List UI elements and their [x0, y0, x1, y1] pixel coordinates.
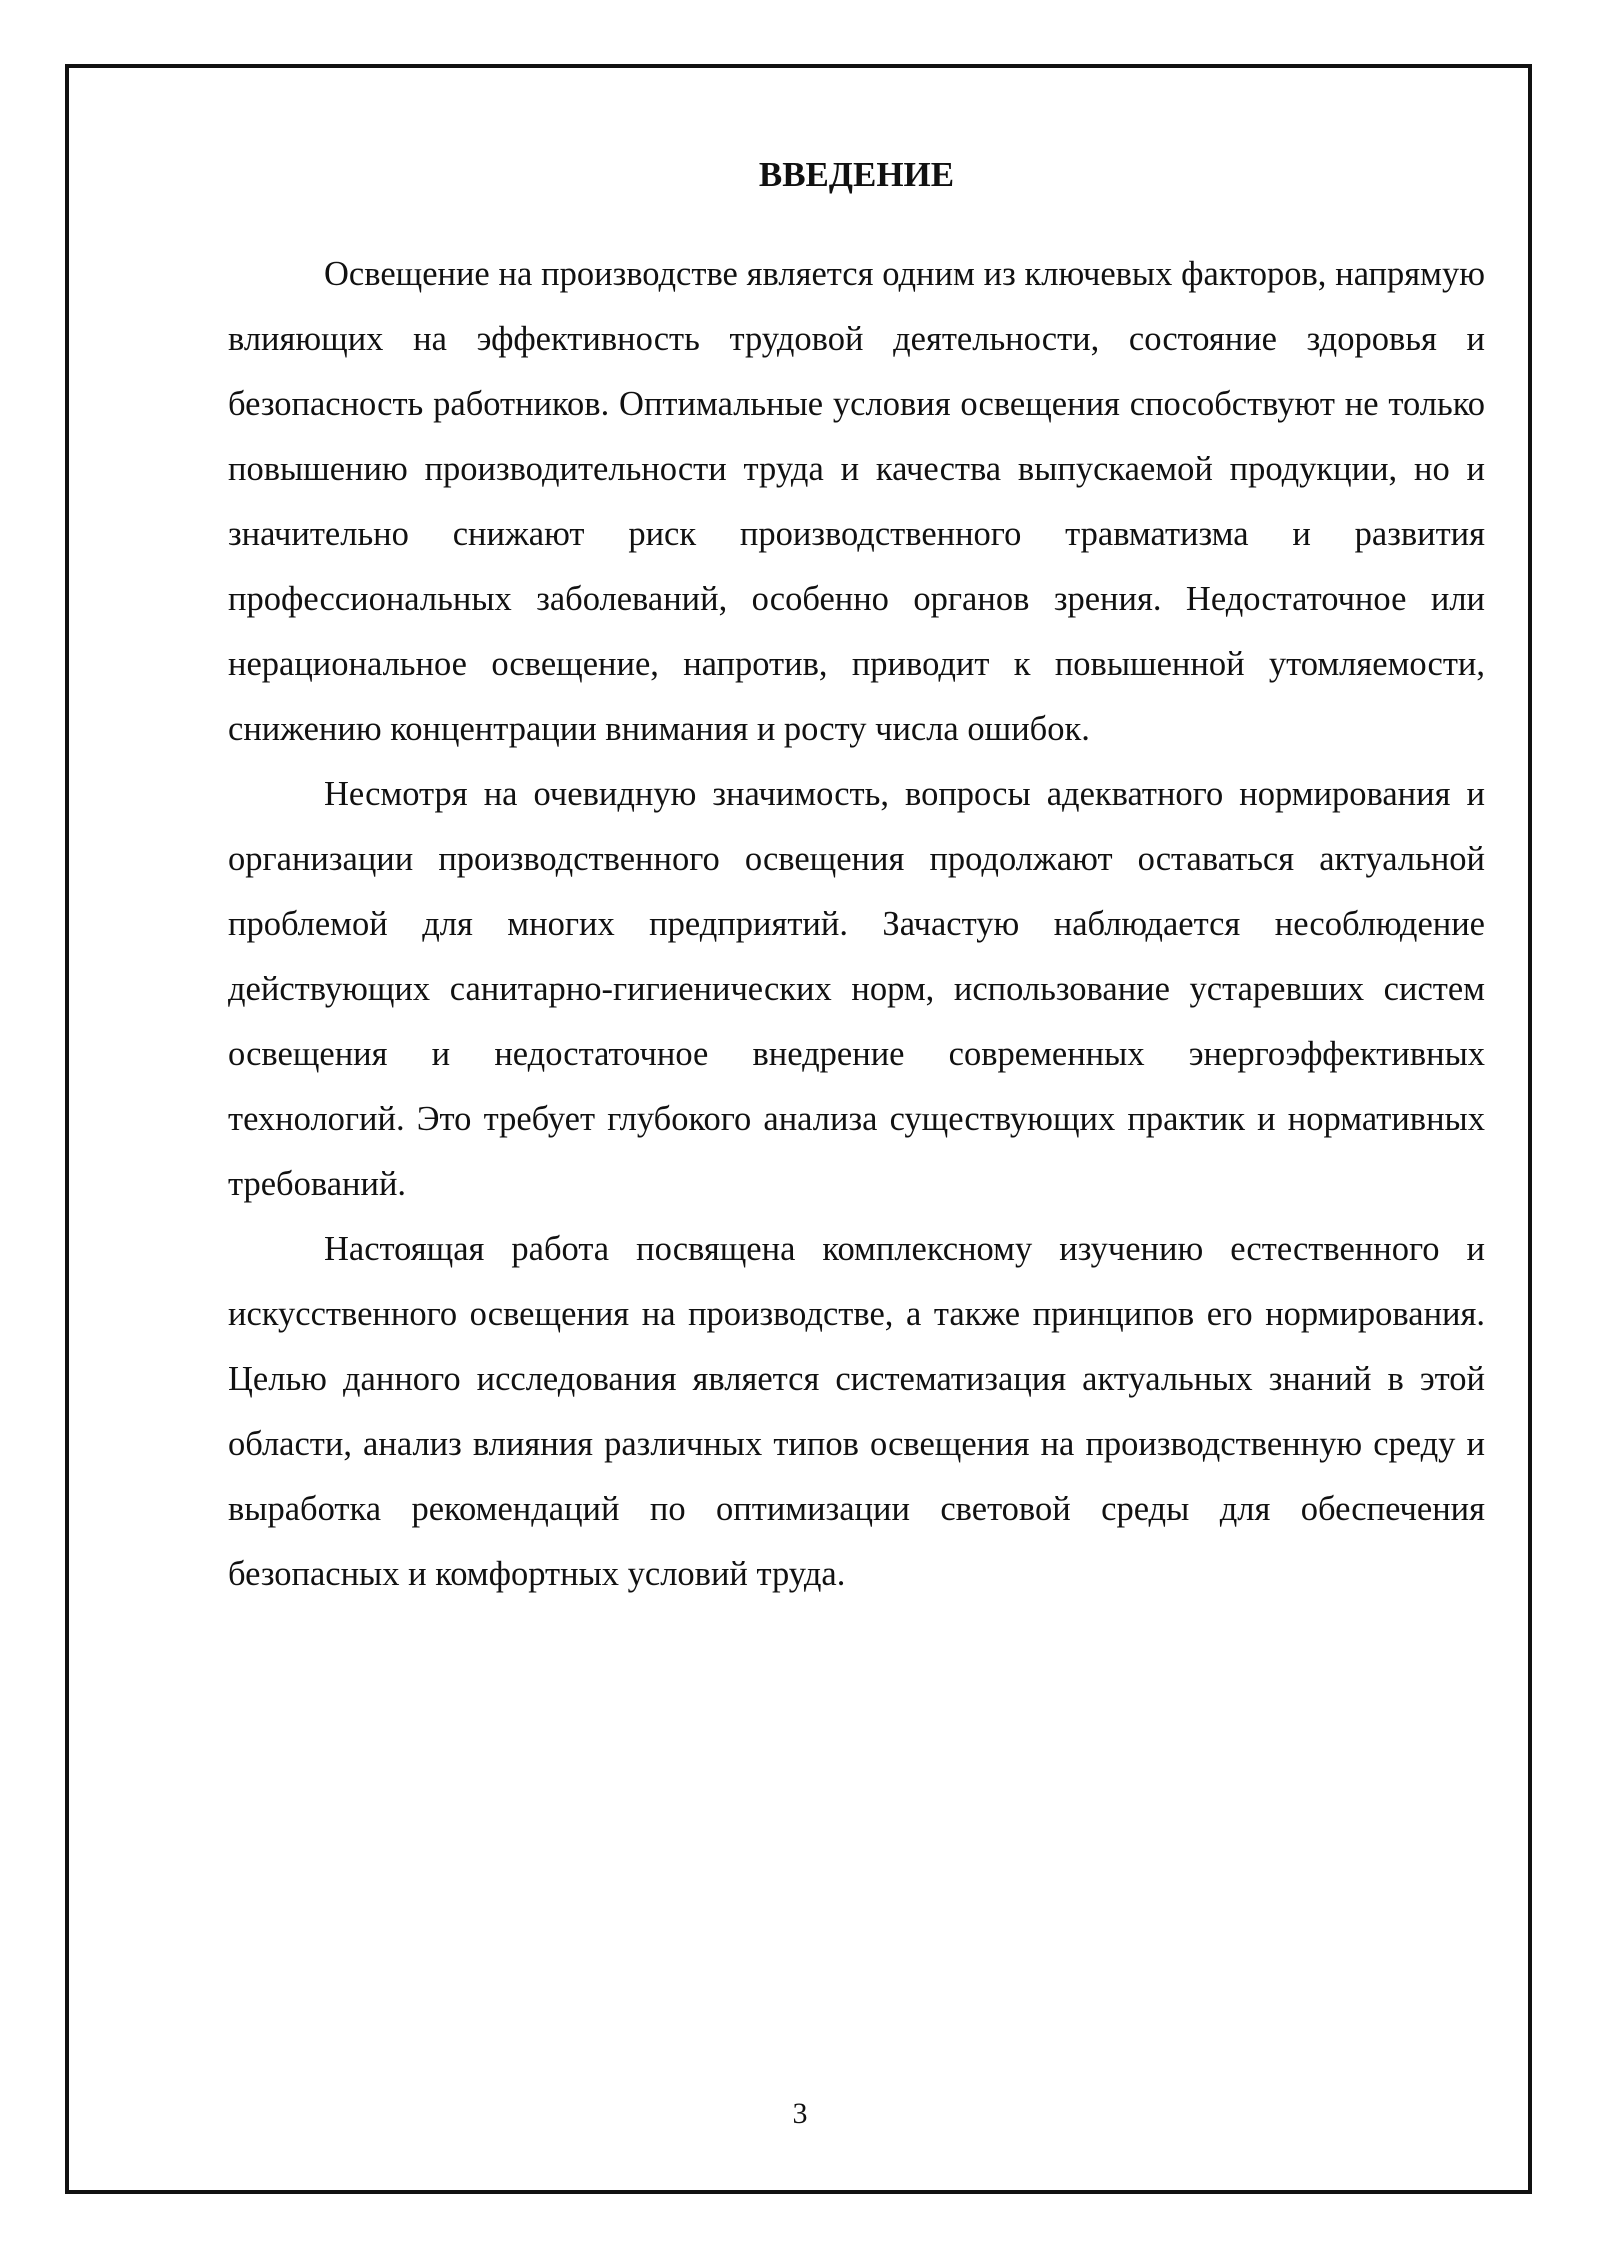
paragraph-2: Несмотря на очевидную значимость, вопросы адекватного нормирования и организации производственного освещения продолжают оставаться актуальной проблемой для многих предприятий. Зачастую наблюдается несоблюдение действующих санитарно-гигиенических норм, использование устаревших систем освещения и недостаточное внедрение современных энергоэффективных технологий. Это требует глубокого анализа существующих практик и нормативных требований.: [228, 775, 1485, 1203]
paragraph-3: Настоящая работа посвящена комплексному изучению естественного и искусственного освещения на производстве, а также принципов его нормирования. Целью данного исследования является систематизация актуальных знаний в этой области, анализ влияния различных типов освещения на производственную среду и выработка рекомендаций по оптимизации световой среды для обеспечения безопасных и комфортных условий труда.: [228, 1230, 1485, 1593]
paragraph-1: Освещение на производстве является одним из ключевых факторов, напрямую влияющих на эффективность трудовой деятельности, состояние здоровья и безопасность работников. Оптимальные условия освещения способствуют не только повышению производительности труда и качества выпускаемой продукции, но и значительно снижают риск производственного травматизма и развития профессиональных заболеваний, особенно органов зрения. Недостаточное или нерациональное освещение, напротив, приводит к повышенной утомляемости, снижению концентрации внимания и росту числа ошибок.: [228, 255, 1485, 748]
document-body: [228, 150, 1485, 1607]
section-title: ВВЕДЕНИЕ: [758, 155, 955, 194]
page-number: 3: [792, 2097, 808, 2130]
